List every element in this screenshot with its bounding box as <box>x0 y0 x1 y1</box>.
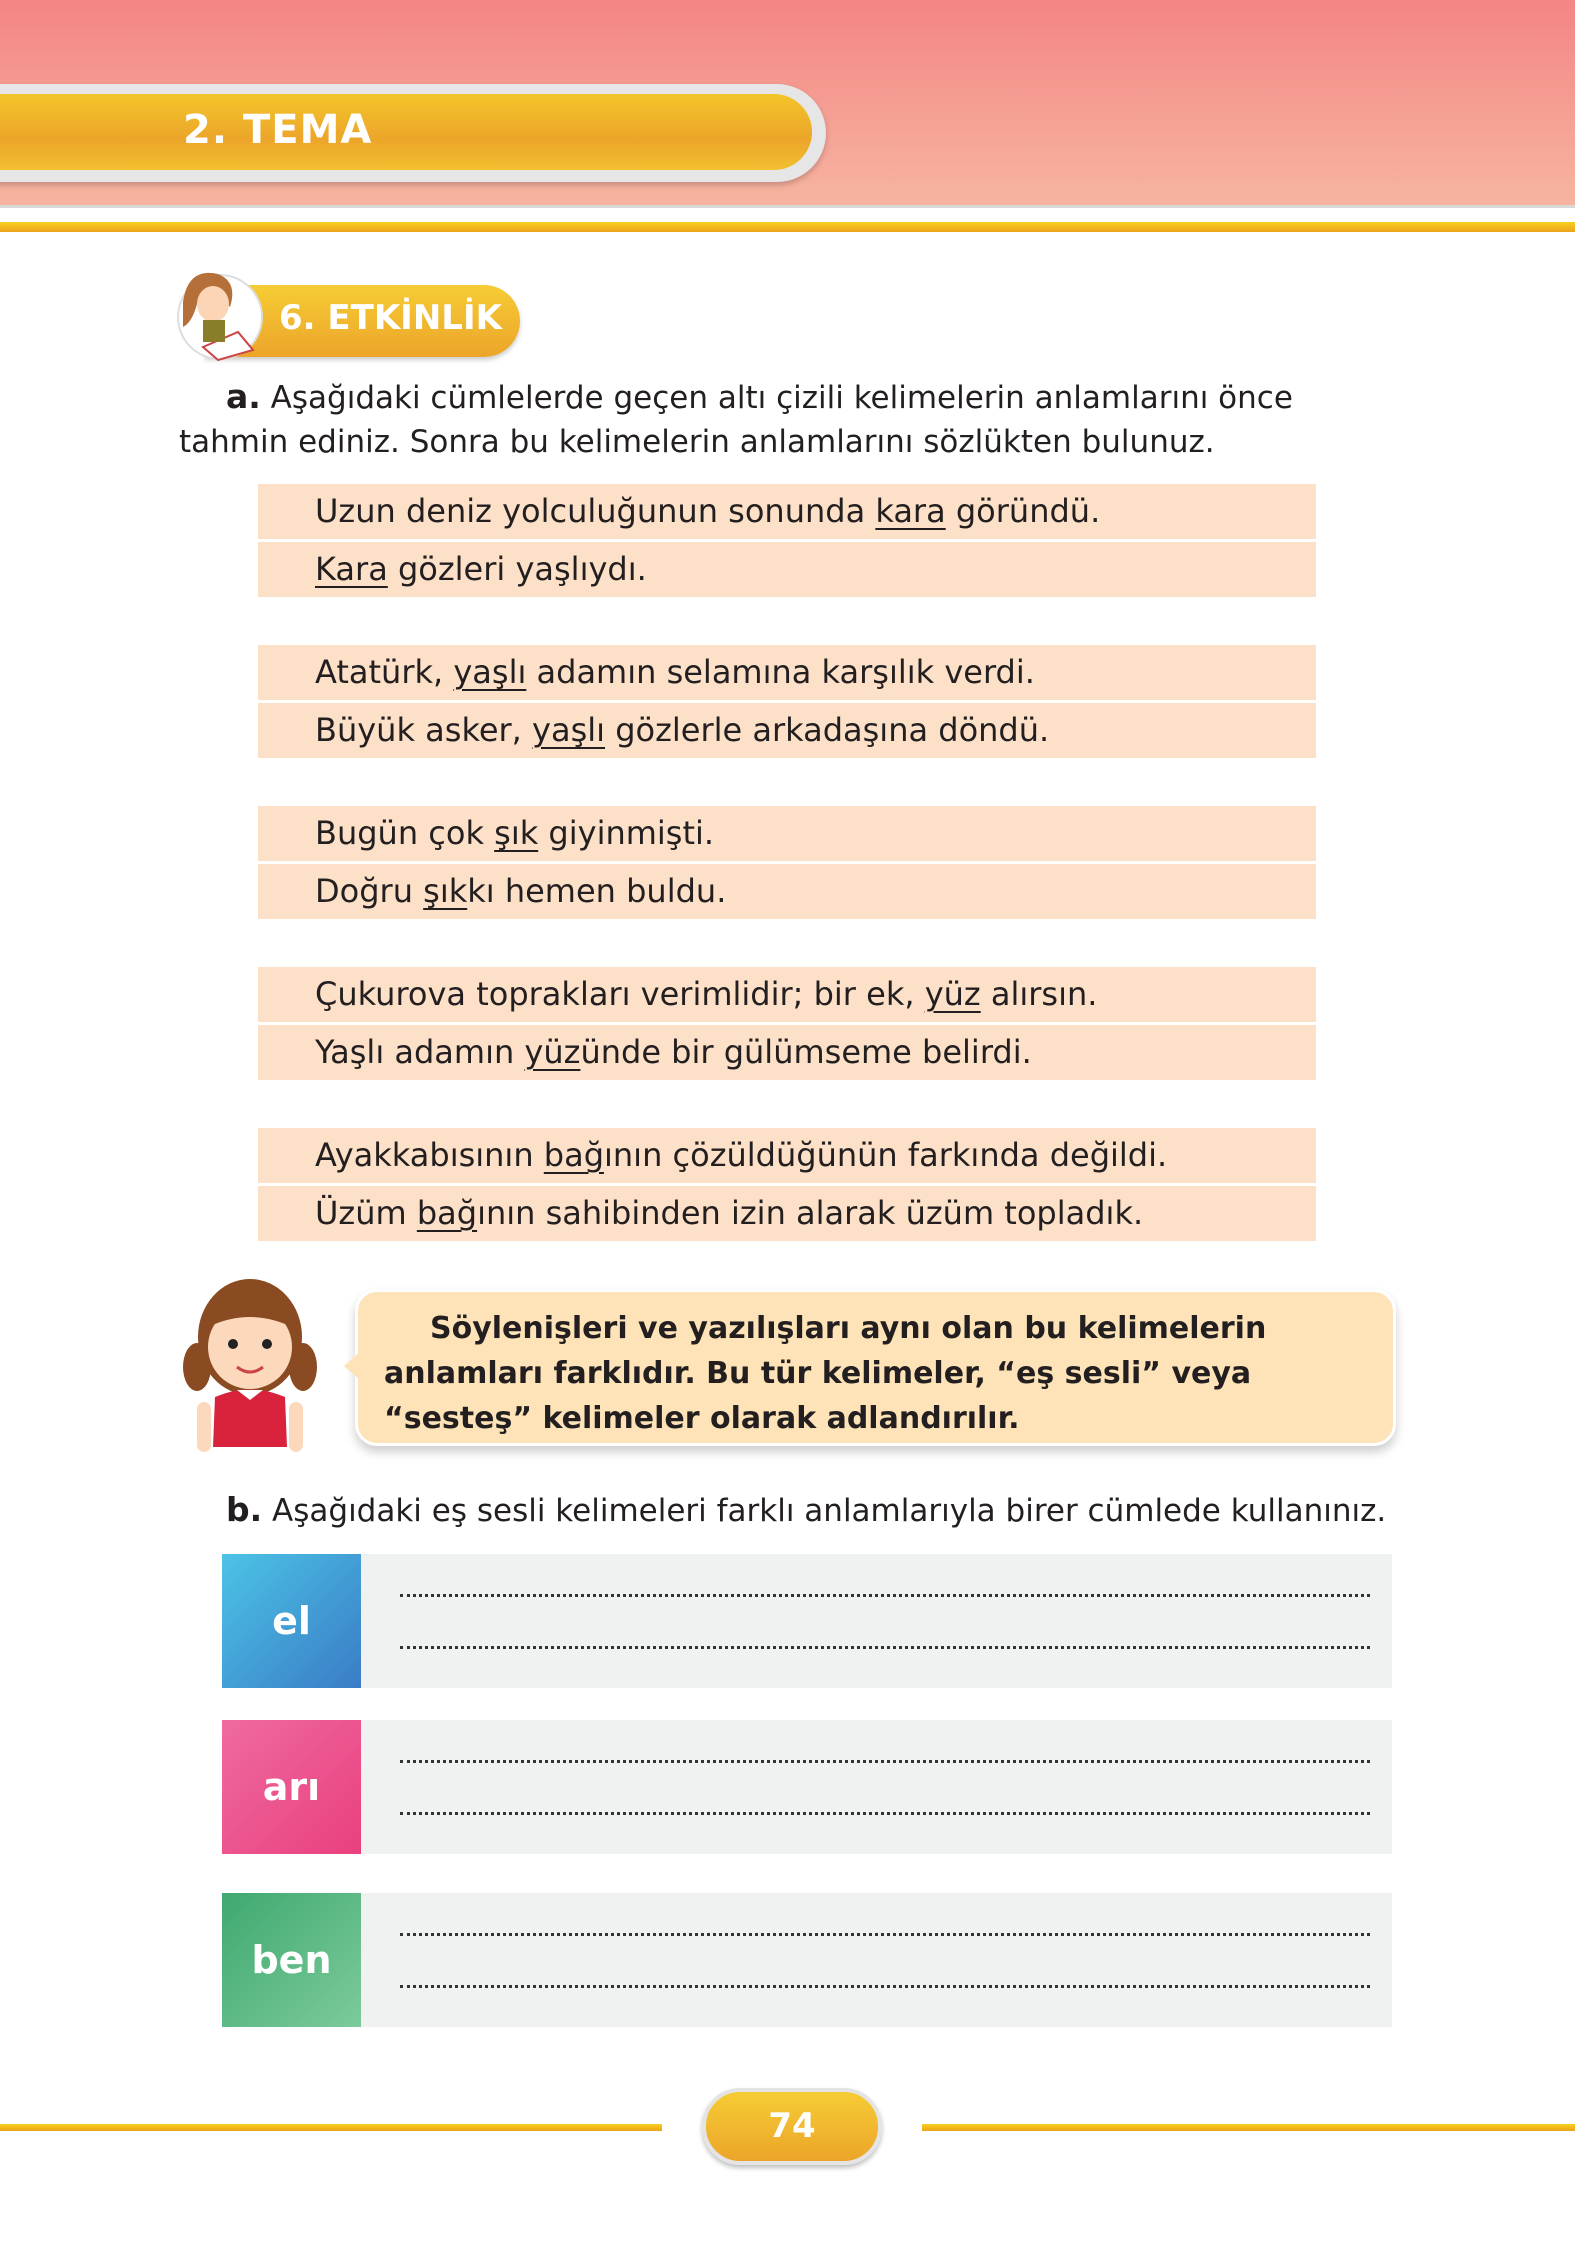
sentence-text: göründü. <box>945 492 1101 530</box>
sentence-text: Üzüm <box>315 1194 417 1232</box>
part-a-text: Aşağıdaki cümlelerde geçen altı çizili kelimelerin anlamlarını önce tahmin ediniz. Sonra bu kelimelerin anlamlarını sözlükten bulunuz. <box>179 380 1293 460</box>
theme-bar <box>0 84 826 182</box>
info-speech-bubble <box>355 1289 1396 1446</box>
underlined-word: şık <box>494 814 539 852</box>
dotted-answer-line[interactable] <box>400 1594 1370 1597</box>
underlined-word: Kara <box>315 550 388 588</box>
girl-character-icon <box>175 1272 325 1462</box>
sentence-text: Büyük asker, <box>315 711 533 749</box>
sentence-text: ının sahibinden izin alarak üzüm topladık. <box>477 1194 1144 1232</box>
word-writing-block <box>222 1554 1392 1688</box>
part-b-instruction <box>226 1490 1386 1529</box>
underlined-word: yüz <box>524 1033 581 1071</box>
page-number: 74 <box>702 2088 882 2165</box>
sentence-row <box>258 645 1316 700</box>
part-b-text: Aşağıdaki eş sesli kelimeleri farklı anlamlarıyla birer cümlede kullanınız. <box>272 1493 1387 1529</box>
sentence-group <box>258 484 1316 597</box>
dotted-answer-line[interactable] <box>400 1985 1370 1988</box>
sentence-text: Ayakkabısının <box>315 1136 544 1174</box>
word-writing-block <box>222 1893 1392 2027</box>
sentence-row <box>258 1186 1316 1241</box>
sentence-text: Çukurova toprakları verimlidir; bir ek, <box>315 975 925 1013</box>
sentence-text: Atatürk, <box>315 653 454 691</box>
sentence-text: alırsın. <box>980 975 1098 1013</box>
sentence-text: Yaşlı adamın <box>315 1033 525 1071</box>
dotted-answer-line[interactable] <box>400 1812 1370 1815</box>
homonym-word-label: arı <box>222 1720 361 1854</box>
sentence-text: ının çözüldüğünün farkında değildi. <box>604 1136 1168 1174</box>
sentence-row <box>258 806 1316 861</box>
homonym-word-label: el <box>222 1554 361 1688</box>
sentence-text: ünde bir gülümseme belirdi. <box>580 1033 1032 1071</box>
underlined-word: bağ <box>416 1194 478 1232</box>
sentence-group <box>258 1128 1316 1241</box>
sentence-text: giyinmişti. <box>538 814 715 852</box>
footer-line-left <box>0 2124 662 2131</box>
dotted-answer-line[interactable] <box>400 1760 1370 1763</box>
sentence-group <box>258 806 1316 919</box>
underlined-word: yaşlı <box>453 653 527 691</box>
activity-title: 6. ETKİNLİK <box>279 298 502 338</box>
part-a-instruction <box>179 375 1399 464</box>
sentence-text: gözlerle arkadaşına döndü. <box>605 711 1050 749</box>
header-divider <box>0 222 1575 232</box>
sentence-groups <box>258 484 1316 1289</box>
homonym-word-label: ben <box>222 1893 361 2027</box>
sentence-row <box>258 1128 1316 1183</box>
dotted-answer-line[interactable] <box>400 1933 1370 1936</box>
footer-line-right <box>922 2124 1575 2131</box>
sentence-text: Uzun deniz yolculuğunun sonunda <box>315 492 876 530</box>
underlined-word: yüz <box>924 975 981 1013</box>
sentence-text: gözleri yaşlıydı. <box>387 550 647 588</box>
sentence-row <box>258 484 1316 539</box>
part-b-label: b. <box>226 1490 263 1529</box>
part-a-label: a. <box>226 377 261 416</box>
underlined-word: kara <box>875 492 946 530</box>
sentence-row <box>258 1025 1316 1080</box>
sentence-row <box>258 967 1316 1022</box>
sentence-text: adamın selamına karşılık verdi. <box>526 653 1035 691</box>
theme-title: 2. TEMA <box>183 107 373 153</box>
sentence-group <box>258 645 1316 758</box>
sentence-text: Doğru <box>315 872 424 910</box>
sentence-row <box>258 864 1316 919</box>
sentence-group <box>258 967 1316 1080</box>
underlined-word: bağ <box>543 1136 604 1174</box>
underlined-word: yaşlı <box>532 711 606 749</box>
sentence-text: Bugün çok <box>315 814 495 852</box>
sentence-row <box>258 542 1316 597</box>
girl-writing-icon <box>158 262 268 362</box>
word-writing-block <box>222 1720 1392 1854</box>
sentence-row <box>258 703 1316 758</box>
info-text: Söylenişleri ve yazılışları aynı olan bu kelimelerin anlamları farklıdır. Bu tür kelimeler, “eş sesli” veya “sesteş” kelimeler olarak adlandırılır. <box>384 1311 1267 1436</box>
dotted-answer-line[interactable] <box>400 1646 1370 1649</box>
underlined-word: şık <box>423 872 468 910</box>
sentence-text: kı hemen buldu. <box>467 872 727 910</box>
